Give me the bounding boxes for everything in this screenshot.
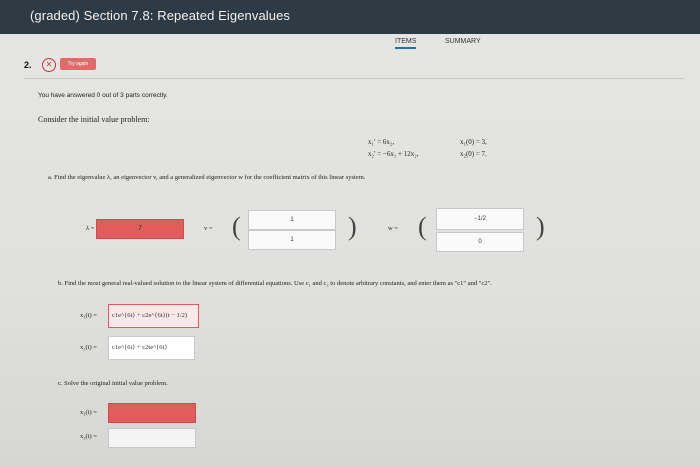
v-right-paren: ): [348, 212, 357, 241]
lambda-label: λ =: [86, 225, 95, 232]
part-c-x1-label: x₁(t) =: [80, 409, 97, 416]
question-number: 2.: [24, 60, 32, 70]
problem-prompt: Consider the initial value problem:: [38, 115, 150, 124]
tab-summary[interactable]: SUMMARY: [445, 38, 481, 45]
equation-line2-right: x₂(0) = 7.: [460, 150, 487, 158]
tab-bar: [360, 36, 700, 54]
w-right-paren: ): [536, 212, 545, 241]
lambda-input[interactable]: 7: [96, 219, 184, 239]
w-left-paren: (: [418, 212, 427, 241]
part-c-x2-label: x₂(t) =: [80, 433, 97, 440]
title-bar: [0, 0, 700, 34]
part-b-text: b. Find the most general real-valued solution to the linear system of differential equations. Use c₁ and c₂ to denote arbitrary constants, and enter them as "c1" and "c2".: [58, 280, 492, 287]
part-b-x1-input[interactable]: c1e^{6t} + c2e^{6t}(t − 1/2): [108, 304, 199, 328]
part-a-text: a. Find the eigenvalue λ, an eigenvector v, and a generalized eigenvector w for the coefficient matrix of this linear system.: [48, 174, 366, 181]
part-c-x1-input[interactable]: [108, 403, 196, 423]
part-c-text: c. Solve the original initial value problem.: [58, 380, 168, 387]
part-b-x2-label: x₂(t) =: [80, 344, 97, 351]
w-component-1-input[interactable]: −1/2: [436, 208, 524, 230]
try-again-button[interactable]: Try again: [60, 58, 96, 70]
v-label: v =: [204, 225, 213, 232]
equation-line2-left: x₂′ = −6x₁ + 12x₂,: [368, 150, 419, 158]
w-label: w =: [388, 225, 398, 232]
equation-line1-left: x₁′ = 6x₂,: [368, 138, 395, 146]
v-component-2-input[interactable]: 1: [248, 230, 336, 250]
part-c-x2-input[interactable]: [108, 428, 196, 448]
incorrect-icon: ✕: [42, 58, 56, 72]
part-b-x1-label: x₁(t) =: [80, 312, 97, 319]
status-text: You have answered 0 out of 3 parts correctly.: [38, 92, 168, 99]
window-title: (graded) Section 7.8: Repeated Eigenvalues: [30, 8, 291, 23]
equation-line1-right: x₁(0) = 3,: [460, 138, 487, 146]
part-b-x2-input[interactable]: c1e^{6t} + c2te^{6t}: [108, 336, 195, 360]
v-left-paren: (: [232, 212, 241, 241]
w-component-2-input[interactable]: 0: [436, 232, 524, 252]
v-component-1-input[interactable]: 1: [248, 210, 336, 230]
divider: [24, 78, 684, 79]
tab-items[interactable]: ITEMS: [395, 38, 416, 49]
